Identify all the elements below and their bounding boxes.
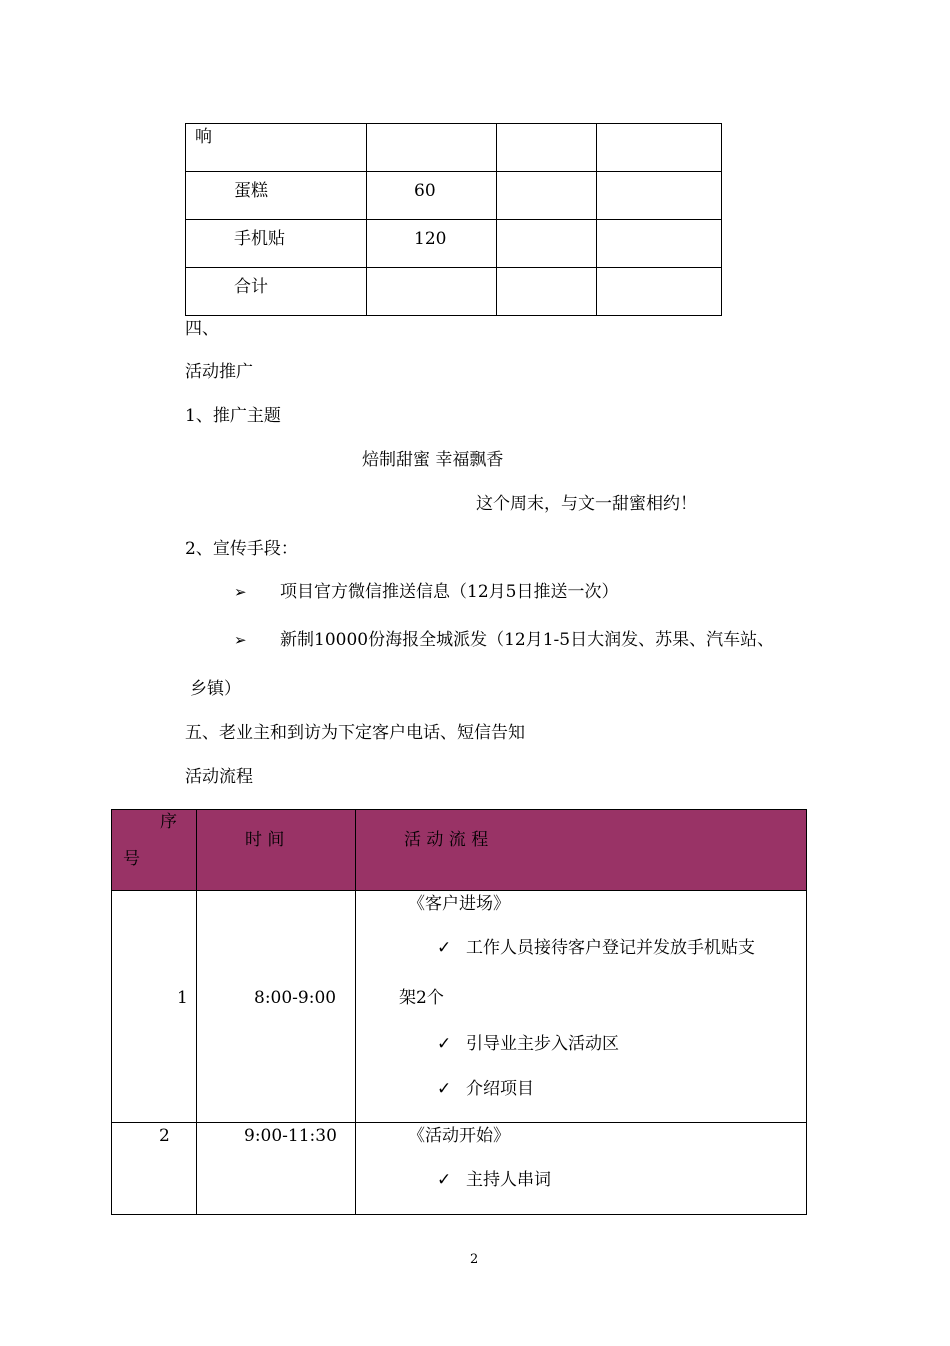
arrow-bullet-icon: ➢ (234, 583, 247, 601)
checkmark-icon: ✓ (437, 1034, 452, 1054)
qty-cell: 120 (414, 229, 447, 249)
seq-cell: 2 (159, 1126, 170, 1146)
section-title: 活动推广 (185, 362, 253, 382)
flow-item: 主持人串词 (466, 1170, 551, 1190)
section-heading: 四、 (185, 319, 219, 339)
bullet-text: 项目官方微信推送信息（12月5日推送一次） (280, 582, 619, 602)
item-cell: 手机贴 (234, 229, 285, 249)
checkmark-icon: ✓ (437, 1170, 452, 1190)
flow-item: 引导业主步入活动区 (466, 1034, 619, 1054)
section-title: 活动流程 (185, 767, 253, 787)
subheading: 2、宣传手段： (185, 539, 298, 559)
theme-line: 这个周末，与文一甜蜜相约！ (476, 494, 697, 514)
item-cell: 合计 (234, 277, 268, 297)
flow-item-continued: 架2个 (399, 988, 444, 1008)
table-row (112, 1123, 807, 1215)
seq-header-bottom: 号 (123, 849, 140, 869)
flow-item: 介绍项目 (466, 1079, 534, 1099)
table-row (112, 891, 807, 1123)
checkmark-icon: ✓ (437, 938, 452, 958)
flow-table (111, 809, 807, 1215)
time-header: 时 间 (245, 830, 285, 850)
page-number: 2 (470, 1252, 479, 1267)
budget-table (185, 123, 722, 316)
flow-title: 《活动开始》 (408, 1126, 510, 1146)
bullet-text-continued: 乡镇） (190, 679, 241, 699)
item-cell: 蛋糕 (234, 181, 268, 201)
section-heading: 五、老业主和到访为下定客户电话、短信告知 (185, 723, 525, 743)
theme-line: 焙制甜蜜 幸福飘香 (362, 450, 504, 470)
checkmark-icon: ✓ (437, 1079, 452, 1099)
arrow-bullet-icon: ➢ (234, 631, 247, 649)
item-cell: 响 (195, 127, 212, 147)
subheading: 1、推广主题 (185, 406, 281, 426)
qty-cell: 60 (414, 181, 436, 201)
flow-item: 工作人员接待客户登记并发放手机贴支 (466, 938, 755, 958)
table-row (186, 220, 722, 268)
table-header-row (112, 810, 807, 891)
flow-header: 活 动 流 程 (404, 830, 489, 850)
time-cell: 8:00-9:00 (254, 988, 337, 1008)
time-cell: 9:00-11:30 (244, 1126, 337, 1146)
table-row (186, 172, 722, 220)
flow-title: 《客户进场》 (408, 894, 510, 914)
table-row (186, 124, 722, 172)
table-row (186, 268, 722, 316)
seq-cell: 1 (177, 988, 188, 1008)
bullet-text: 新制10000份海报全城派发（12月1-5日大润发、苏果、汽车站、 (280, 630, 775, 650)
seq-header-top: 序 (160, 812, 177, 832)
